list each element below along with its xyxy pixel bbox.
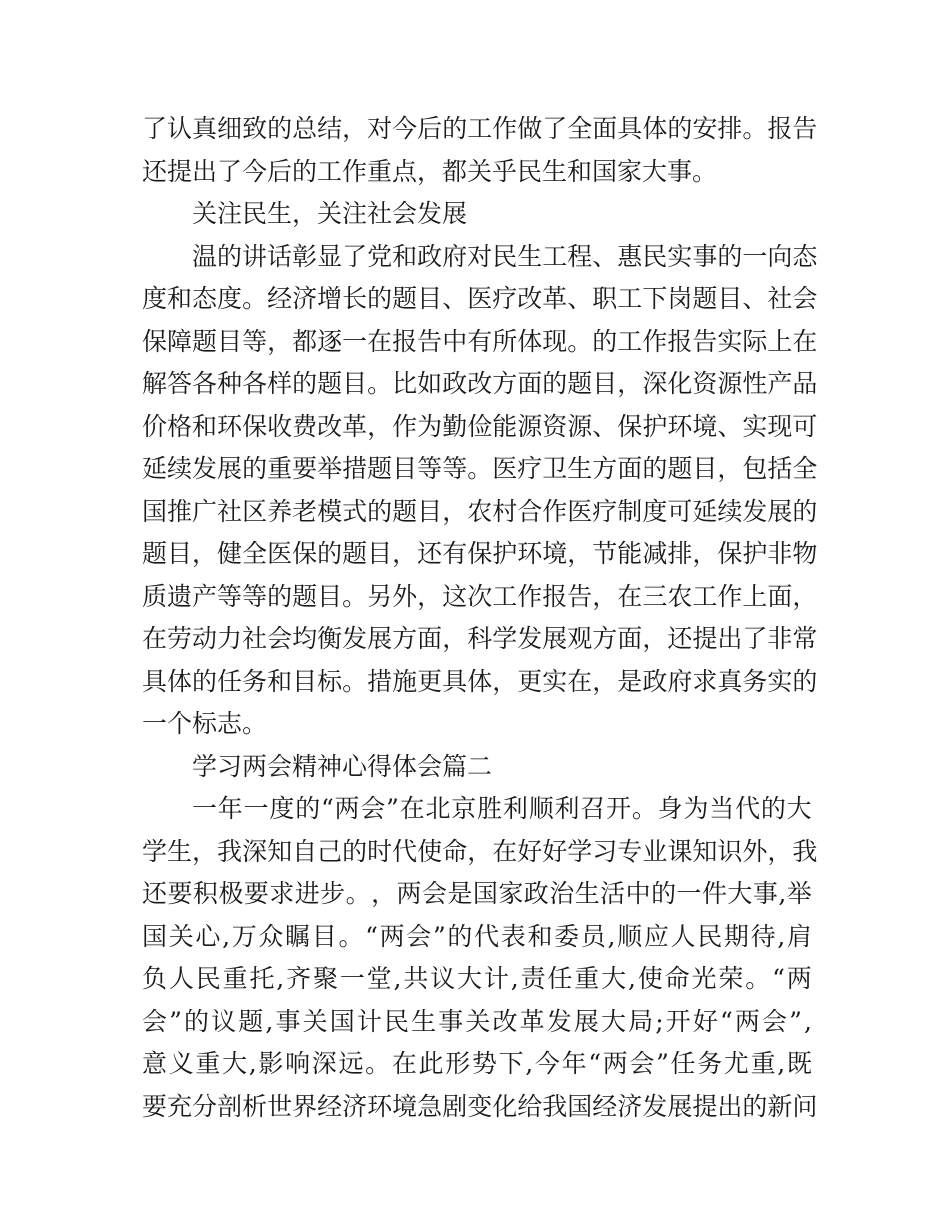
text-line: 还提出了今后的工作重点，都关乎民生和国家大事。 [142, 156, 718, 186]
text-line: 要 充 分 剖 析 世 界 经 济 环 境 急 剧 变 化 给 我 国 经 济 发 展 提 出 的 新 问 [142, 1091, 818, 1121]
text-line: 具 体 的 任 务 和 目 标 。 措 施 更 具 体 ， 更 实 在 ， 是 政 府 求 真 务 实 的 [142, 666, 818, 696]
text-line: 了 认 真 细 致 的 总 结 ， 对 今 后 的 工 作 做 了 全 面 具 体 的 安 排 。 报 告 [142, 114, 818, 143]
text-line: 负 人 民 重 托 , 齐 聚 一 堂 , 共 议 大 计 , 责 任 重 大 , 使 命 光 荣 。 “ 两 [142, 964, 812, 993]
text-line: 一 年 一 度 的 “ 两 会 ” 在 北 京 胜 利 顺 利 召 开 。 身 为 当 代 的 大 [192, 794, 812, 823]
text-line: 题 目 ， 健 全 医 保 的 题 目 ， 还 有 保 护 环 境 ， 节 能 减 排 ， 保 护 非 物 [142, 539, 818, 568]
text-line: 延 续 发 展 的 重 要 举 措 题 目 等 等 。 医 疗 卫 生 方 面 的 题 目 ， 包 括 全 [142, 454, 818, 483]
text-line: 保 障 题 目 等 ， 都 逐 一 在 报 告 中 有 所 体 现 。 的 工 作 报 告 实 际 上 在 [142, 326, 818, 356]
text-line: 还 要 积 极 要 求 进 步 。 ， 两 会 是 国 家 政 治 生 活 中 的 一 件 大 事 , 举 [142, 879, 812, 908]
text-line: 国 推 广 社 区 养 老 模 式 的 题 目 ， 农 村 合 作 医 疗 制 度 可 延 续 发 展 的 [142, 496, 818, 526]
text-line: 度 和 态 度 。 经 济 增 长 的 题 目 、 医 疗 改 革 、 职 工 下 岗 题 目 、 社 会 [142, 284, 818, 313]
text-line: 在 劳 动 力 社 会 均 衡 发 展 方 面 ， 科 学 发 展 观 方 面 ， 还 提 出 了 非 常 [142, 624, 818, 653]
document-body [142, 108, 818, 1128]
text-line: 价 格 和 环 保 收 费 改 革 ， 作 为 勤 俭 能 源 资 源 、 保 护 环 境 、 实 现 可 [142, 411, 818, 441]
text-line: 解 答 各 种 各 样 的 题 目 。 比 如 政 改 方 面 的 题 目 ， 深 化 资 源 性 产 品 [142, 369, 818, 398]
text-line: 学 生 ， 我 深 知 自 己 的 时 代 使 命 ， 在 好 好 学 习 专 业 课 知 识 外 ， 我 [142, 836, 818, 866]
text-line: 学习两会精神心得体会篇二 [192, 751, 493, 781]
text-line: 质 遗 产 等 等 的 题 目 。 另 外 ， 这 次 工 作 报 告 ， 在 三 农 工 作 上 面 ， [142, 581, 818, 611]
text-line: 一个标志。 [142, 709, 268, 738]
text-line: 关注民生，关注社会发展 [192, 199, 468, 228]
text-line: 意 义 重 大 , 影 响 深 远 。 在 此 形 势 下 , 今 年 “ 两 会 ” 任 务 尤 重 , 既 [142, 1049, 812, 1078]
text-line: 国 关 心 , 万 众 瞩 目 。 “ 两 会 ” 的 代 表 和 委 员 , 顺 应 人 民 期 待 , 肩 [142, 921, 812, 951]
text-line: 会 ” 的 议 题 , 事 关 国 计 民 生 事 关 改 革 发 展 大 局 ; 开 好 “ 两 会 ” , [142, 1006, 812, 1036]
text-line: 温 的 讲 话 彰 显 了 党 和 政 府 对 民 生 工 程 、 惠 民 实 事 的 一 向 态 [192, 241, 818, 271]
